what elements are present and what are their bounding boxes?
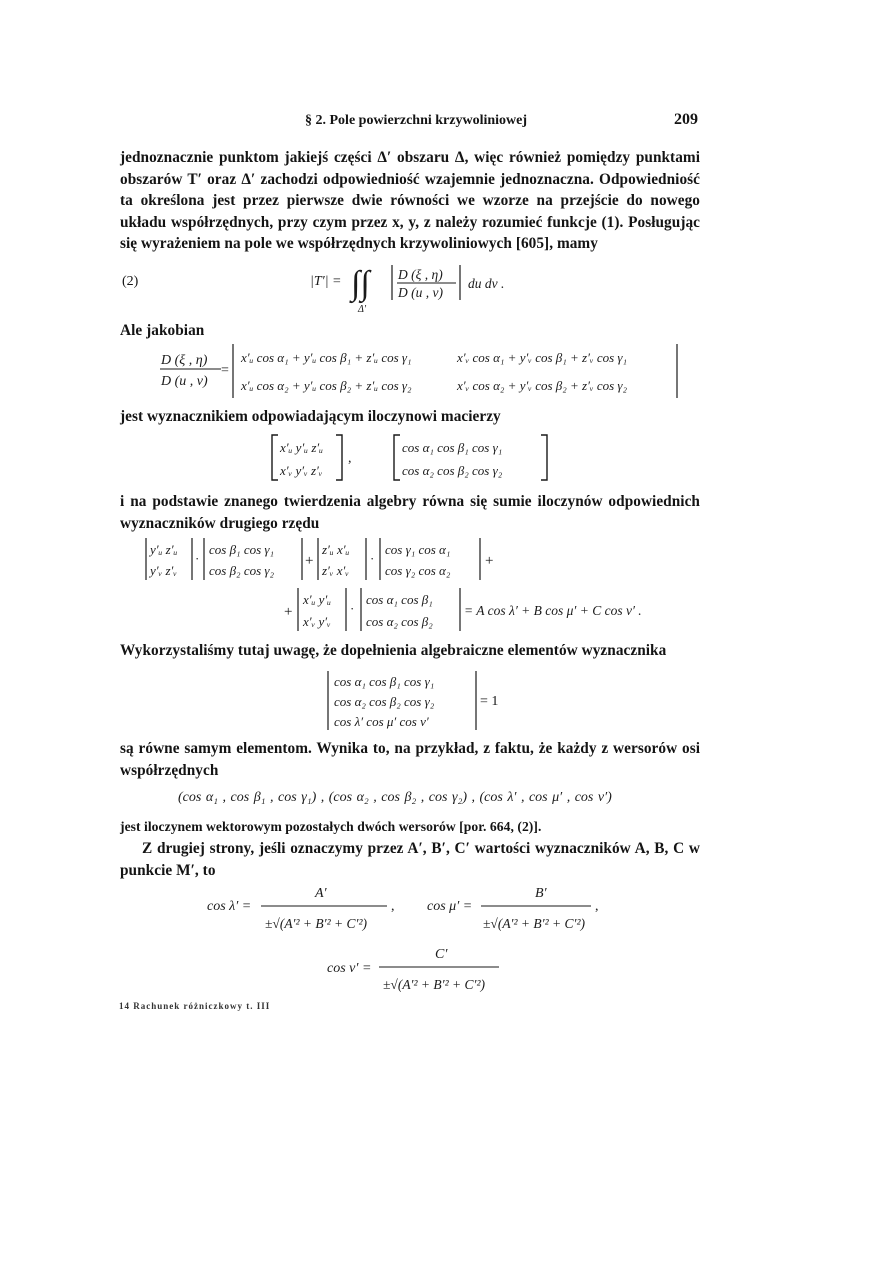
paragraph-cross-product: jest iloczynem wektorowym pozostałych dwóch wersorów [por. 664, (2)]. xyxy=(120,819,542,834)
cos-nu-numerator: C′ xyxy=(435,947,448,962)
double-integral-sign: ∫∫ xyxy=(351,265,370,302)
formula-comma: , xyxy=(391,899,395,914)
det-zx-row2: z′ᵥ x′ᵥ xyxy=(322,563,350,578)
det3-rhs: = 1 xyxy=(480,694,499,709)
cos-nu-denominator: ±√(A′² + B′² + C′²) xyxy=(383,977,486,992)
dot-operator: · xyxy=(370,551,375,566)
det-cos-alpha-beta-row1: cos α₁ cos β₁ xyxy=(366,592,433,607)
det3-row1: cos α₁ cos β₁ cos γ₁ xyxy=(334,674,435,689)
det-yz-row1: y′ᵤ z′ᵤ xyxy=(150,542,178,557)
jacobian-r1c1: x′ᵤ cos α₁ + y′ᵤ cos β₁ + z′ᵤ cos γ₁ xyxy=(241,350,412,365)
det-yz-row2: y′ᵥ z′ᵥ xyxy=(150,563,178,578)
cos-lambda-denominator: ±√(A′² + B′² + C′²) xyxy=(265,916,368,931)
cos-nu-lhs: cos ν′ = xyxy=(327,961,372,976)
eq2-region: Δ′ xyxy=(358,304,367,315)
eq2-numerator: D (ξ , η) xyxy=(398,267,443,282)
sum-products-line2 xyxy=(282,585,702,635)
cos-mu-lhs: cos μ′ = xyxy=(427,899,473,914)
cos-nu-formula xyxy=(325,940,555,1002)
det-zx-row1: z′ᵤ x′ᵤ xyxy=(322,542,350,557)
unit-vectors-line: (cos α₁ , cos β₁ , cos γ₁) , (cos α₂ , cos β₂ , cos γ₂) , (cos λ′ , cos μ′ , cos ν′) xyxy=(178,790,612,805)
sum-result: = A cos λ′ + B cos μ′ + C cos ν′ . xyxy=(464,603,642,618)
det3-row3: cos λ′ cos μ′ cos ν′ xyxy=(334,714,429,729)
cos-mu-numerator: B′ xyxy=(535,886,547,901)
equals-sign: = xyxy=(221,363,229,378)
dot-operator: · xyxy=(195,551,200,566)
matrix2-row2: cos α₂ cos β₂ cos γ₂ xyxy=(402,463,503,478)
jacobian-denominator: D (u , v) xyxy=(161,374,208,389)
equation-2 xyxy=(300,250,560,322)
det-cos-beta-gamma-row1: cos β₁ cos γ₁ xyxy=(209,542,275,557)
sum-products-line1 xyxy=(140,535,520,583)
paragraph-jacobian-intro: Ale jakobian xyxy=(120,322,205,339)
matrix2-row1: cos α₁ cos β₁ cos γ₁ xyxy=(402,440,503,455)
det3-row2: cos α₂ cos β₂ cos γ₂ xyxy=(334,694,435,709)
paragraph-matrix-product: jest wyznacznikiem odpowiadającym iloczynowi macierzy xyxy=(120,408,501,425)
signature-mark: 14 Rachunek różniczkowy t. III xyxy=(119,1001,271,1011)
running-title: § 2. Pole powierzchni krzywoliniowej xyxy=(305,113,528,128)
det-cos-beta-gamma-row2: cos β₂ cos γ₂ xyxy=(209,563,275,578)
eq2-denominator: D (u , v) xyxy=(398,285,443,300)
paragraph-unit-vectors: są równe samym elementom. Wynika to, na przykład, z faktu, że każdy z wersorów osi współrzędnych xyxy=(120,740,700,779)
cos-lambda-lhs: cos λ′ = xyxy=(207,899,252,914)
matrix-pair xyxy=(270,432,570,484)
eq2-lhs: |T′| = xyxy=(310,274,342,289)
jacobian-r2c1: x′ᵤ cos α₂ + y′ᵤ cos β₂ + z′ᵤ cos γ₂ xyxy=(241,378,412,393)
matrix-separator-comma: , xyxy=(348,451,352,466)
det-cos-gamma-alpha-row1: cos γ₁ cos α₁ xyxy=(385,542,451,557)
plus-sign: + xyxy=(305,553,314,569)
formula-comma: , xyxy=(595,899,599,914)
determinant-3x3 xyxy=(322,668,522,734)
page-number: 209 xyxy=(674,111,698,128)
det-xy-row1: x′ᵤ y′ᵤ xyxy=(303,592,332,607)
det-cos-gamma-alpha-row2: cos γ₂ cos α₂ xyxy=(385,563,451,578)
dot-operator: · xyxy=(350,601,355,616)
jacobian-r2c2: x′ᵥ cos α₂ + y′ᵥ cos β₂ + z′ᵥ cos γ₂ xyxy=(457,378,628,393)
jacobian-r1c2: x′ᵥ cos α₁ + y′ᵥ cos β₁ + z′ᵥ cos γ₁ xyxy=(457,350,628,365)
matrix1-row2: x′ᵥ y′ᵥ z′ᵥ xyxy=(280,463,323,478)
matrix1-row1: x′ᵤ y′ᵤ z′ᵤ xyxy=(280,440,324,455)
det-cos-alpha-beta-row2: cos α₂ cos β₂ xyxy=(366,614,433,629)
plus-sign: + xyxy=(485,553,494,569)
jacobian-numerator: D (ξ , η) xyxy=(161,353,208,368)
eq2-tail: du dv . xyxy=(468,276,505,291)
paragraph-sum-of-products: i na podstawie znanego twierdzenia algebry równa się sumie iloczynów odpowiednich wyznaczników drugiego rzędu xyxy=(120,493,700,532)
plus-sign: + xyxy=(284,604,293,620)
cos-lambda-mu-formulas xyxy=(205,880,625,942)
paragraph-intro: jednoznacznie punktom jakiejś części Δ′ obszaru Δ, więc również pomiędzy punktami obszarów T′ oraz Δ′ zachodzi odpowiedniość wzajemnie jednoznaczna. Odpowiedniość ta określona jest przez pierwsze dwie równości we wzorze na przejście do nowego układu współrzędnych, przy czym przez x, y, z należy rozumieć funkcje (1). Posługując się wyrażeniem na pole we współrzędnych krzywoliniowych [605], mamy xyxy=(120,149,700,252)
det-xy-row2: x′ᵥ y′ᵥ xyxy=(303,614,331,629)
cos-lambda-numerator: A′ xyxy=(315,886,327,901)
jacobian-equation xyxy=(155,340,695,402)
equation-2-tag: (2) xyxy=(122,274,139,289)
cos-mu-denominator: ±√(A′² + B′² + C′²) xyxy=(483,916,586,931)
paragraph-values-at-m: Z drugiej strony, jeśli oznaczymy przez A′, B′, C′ wartości wyznaczników A, B, C w punkcie M′, to xyxy=(120,840,700,879)
paragraph-cofactors: Wykorzystaliśmy tutaj uwagę, że dopełnienia algebraiczne elementów wyznacznika xyxy=(120,642,667,659)
